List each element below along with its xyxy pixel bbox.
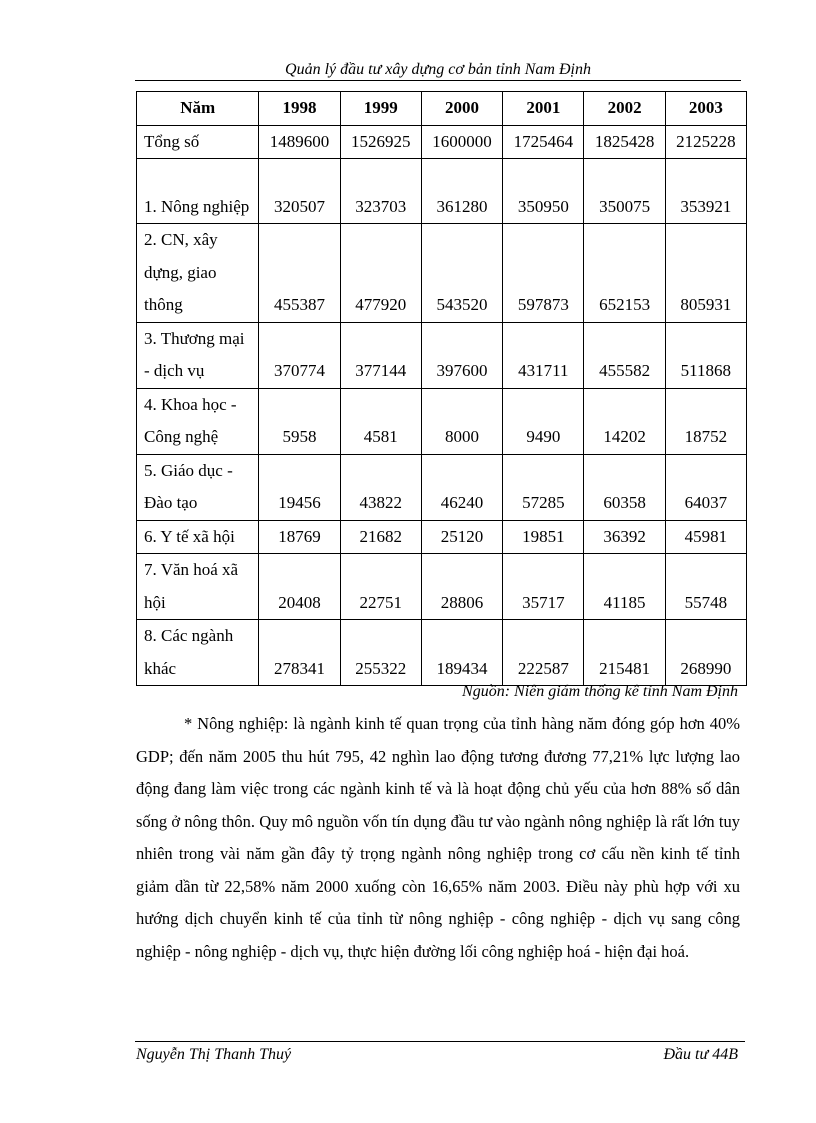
source-note: Nguồn: Niên giám thống kê tỉnh Nam Định: [462, 683, 738, 700]
row-label: 4. Khoa học - Công nghệ: [137, 388, 259, 454]
table-cell: 652153: [584, 224, 665, 323]
column-header: 1999: [340, 92, 421, 126]
table-cell: 361280: [421, 159, 502, 224]
table-cell: 28806: [421, 554, 502, 620]
table-cell: 1600000: [421, 125, 502, 159]
table-cell: 20408: [259, 554, 340, 620]
column-header: 1998: [259, 92, 340, 126]
column-header: 2003: [665, 92, 746, 126]
table-cell: 25120: [421, 520, 502, 554]
column-header: Năm: [137, 92, 259, 126]
table-row: [137, 454, 747, 520]
table-cell: 1489600: [259, 125, 340, 159]
table-cell: 1825428: [584, 125, 665, 159]
table-cell: 370774: [259, 322, 340, 388]
table-row: [137, 388, 747, 454]
table-row: [137, 159, 747, 224]
row-label: 1. Nông nghiệp: [137, 159, 259, 224]
table-cell: 14202: [584, 388, 665, 454]
table-cell: 22751: [340, 554, 421, 620]
table-cell: 9490: [503, 388, 584, 454]
table-row: [137, 224, 747, 323]
table-row: [137, 520, 747, 554]
table-cell: 18769: [259, 520, 340, 554]
table-cell: 2125228: [665, 125, 746, 159]
table-cell: 350950: [503, 159, 584, 224]
table-header-row: [137, 92, 747, 126]
page-header-title: Quản lý đầu tư xây dựng cơ bản tỉnh Nam Định: [285, 61, 591, 78]
table-cell: 41185: [584, 554, 665, 620]
table-cell: 1725464: [503, 125, 584, 159]
table-cell: 477920: [340, 224, 421, 323]
table-cell: 597873: [503, 224, 584, 323]
table-cell: 543520: [421, 224, 502, 323]
row-label: 7. Văn hoá xã hội: [137, 554, 259, 620]
table-cell: 60358: [584, 454, 665, 520]
table-cell: 19456: [259, 454, 340, 520]
table-cell: 320507: [259, 159, 340, 224]
table-cell: 353921: [665, 159, 746, 224]
table-cell: 268990: [665, 620, 746, 686]
table-cell: 18752: [665, 388, 746, 454]
table-cell: 278341: [259, 620, 340, 686]
table-cell: 323703: [340, 159, 421, 224]
table-cell: 215481: [584, 620, 665, 686]
row-label: 5. Giáo dục - Đào tạo: [137, 454, 259, 520]
header-divider: [135, 80, 741, 81]
table-cell: 35717: [503, 554, 584, 620]
table-cell: 5958: [259, 388, 340, 454]
table-cell: 8000: [421, 388, 502, 454]
table-cell: 1526925: [340, 125, 421, 159]
table-cell: 805931: [665, 224, 746, 323]
table-cell: 21682: [340, 520, 421, 554]
column-header: 2002: [584, 92, 665, 126]
table-cell: 455582: [584, 322, 665, 388]
table-cell: 511868: [665, 322, 746, 388]
table-cell: 350075: [584, 159, 665, 224]
footer-class: Đầu tư 44B: [663, 1046, 738, 1063]
table-cell: 43822: [340, 454, 421, 520]
footer-divider: [135, 1041, 745, 1042]
table-cell: 64037: [665, 454, 746, 520]
investment-table: [136, 91, 747, 686]
table-cell: 45981: [665, 520, 746, 554]
row-label: 2. CN, xây dựng, giao thông: [137, 224, 259, 323]
row-label: Tổng số: [137, 125, 259, 159]
table-cell: 46240: [421, 454, 502, 520]
table-row: [137, 620, 747, 686]
table-cell: 431711: [503, 322, 584, 388]
row-label: 3. Thương mại - dịch vụ: [137, 322, 259, 388]
row-label: 8. Các ngành khác: [137, 620, 259, 686]
table-row: [137, 322, 747, 388]
row-label: 6. Y tế xã hội: [137, 520, 259, 554]
table-cell: 255322: [340, 620, 421, 686]
table-cell: 19851: [503, 520, 584, 554]
table-row: [137, 554, 747, 620]
body-paragraph: * Nông nghiệp: là ngành kinh tế quan trọng của tỉnh hàng năm đóng góp hơn 40% GDP; đến năm 2005 thu hút 795, 42 nghìn lao động tương đương 77,21% lực lượng lao động đang làm việc trong các ngành kinh tế và là hoạt động chủ yếu của hơn 88% số dân sống ở nông thôn. Quy mô nguồn vốn tín dụng đầu tư vào ngành nông nghiệp là rất lớn tuy nhiên trong vài năm gần đây tỷ trọng ngành nông nghiệp trong cơ cấu nền kinh tế tỉnh giảm dần từ 22,58% năm 2000 xuống còn 16,65% năm 2003. Điều này phù hợp với xu hướng dịch chuyển kinh tế của tỉnh từ nông nghiệp - công nghiệp - dịch vụ sang công nghiệp - nông nghiệp - dịch vụ, thực hiện đường lối công nghiệp hoá - hiện đại hoá.: [136, 714, 740, 961]
table-cell: 397600: [421, 322, 502, 388]
table-cell: 189434: [421, 620, 502, 686]
table-cell: 57285: [503, 454, 584, 520]
table-cell: 455387: [259, 224, 340, 323]
table-cell: 55748: [665, 554, 746, 620]
column-header: 2000: [421, 92, 502, 126]
table-row: [137, 125, 747, 159]
table-cell: 377144: [340, 322, 421, 388]
footer-author: Nguyễn Thị Thanh Thuý: [136, 1046, 292, 1063]
table-cell: 222587: [503, 620, 584, 686]
table-cell: 36392: [584, 520, 665, 554]
column-header: 2001: [503, 92, 584, 126]
table-body: [137, 125, 747, 686]
table-cell: 4581: [340, 388, 421, 454]
